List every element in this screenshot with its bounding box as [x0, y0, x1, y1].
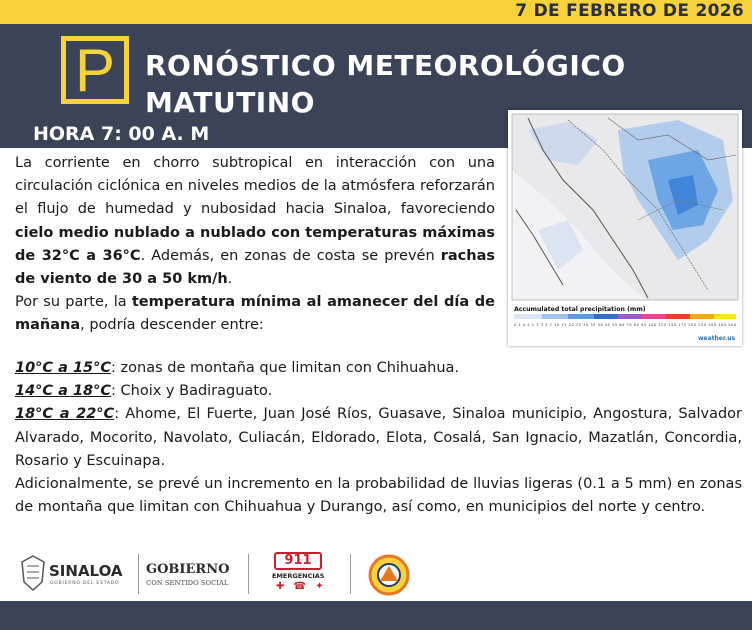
range-1-value: 10°C a 15°C — [15, 360, 112, 376]
bulletin-time: HORA 7: 00 A. M — [33, 123, 210, 145]
p1-highlight-sky: cielo medio nublado a nublado con temperaturas máximas de 32°C a 36°C — [15, 224, 495, 264]
p1-highlight-wind: rachas de viento de 30 a 50 km/h — [15, 247, 495, 288]
p1-text-c: . Además, en zonas de costa se prevén — [140, 247, 441, 264]
range-1-text: : zonas de montaña que limitan con Chihuahua. — [111, 360, 460, 376]
sinaloa-logo-subtext: GOBIERNO DEL ESTADO — [50, 581, 120, 586]
range-2-text: : Choix y Badiraguato. — [111, 383, 273, 400]
emergencias-text: EMERGENCIAS — [272, 572, 325, 580]
emergency-911-logo: 911 — [274, 552, 322, 570]
civil-protection-icon — [368, 554, 410, 596]
p2-text-c: , podría descender entre: — [80, 317, 264, 334]
scale-seg-1 — [514, 314, 542, 319]
gobierno-logo-text: GOBIERNO — [146, 562, 230, 577]
forecast-paragraph-3: Adicionalmente, se prevé un incremento en la probabilidad de lluvias ligeras (0.1 a 5 mm) en zonas de montaña que limitan con Chihuahua y Durango, así como, en municipios del norte y centro. — [15, 476, 742, 516]
sinaloa-seal-icon — [20, 554, 46, 592]
range-3-value: 18°C a 22°C — [15, 406, 115, 423]
scale-seg-3 — [568, 314, 594, 319]
range-item-1 — [15, 357, 742, 380]
scale-seg-6 — [642, 314, 666, 319]
gobierno-logo-subtext: CON SENTIDO SOCIAL — [146, 579, 229, 587]
temperature-ranges — [15, 357, 742, 519]
precipitation-map-graphic — [508, 110, 742, 346]
forecast-paragraph-1 — [15, 152, 495, 338]
range-item-3 — [15, 403, 742, 473]
scale-seg-2 — [542, 314, 568, 319]
top-yellow-bar — [0, 0, 752, 24]
scale-seg-5 — [618, 314, 642, 319]
scale-seg-4 — [594, 314, 618, 319]
scale-seg-8 — [690, 314, 714, 319]
emergency-service-icons: ✚ ☎ ✦ — [276, 581, 327, 592]
logo-divider-2 — [248, 554, 249, 594]
title-line-2: MATUTINO — [145, 86, 315, 119]
logo-divider-1 — [138, 554, 139, 594]
legend-title: Accumulated total precipitation (mm) — [514, 306, 646, 313]
logo-divider-3 — [350, 554, 351, 594]
scale-seg-9 — [714, 314, 736, 319]
title-initial-letter: P — [74, 37, 116, 104]
bulletin-date: 7 DE FEBRERO DE 2026 — [515, 1, 744, 21]
footer-logos — [0, 550, 752, 606]
p2-text-a: Por su parte, la — [15, 294, 132, 311]
title-initial-box — [61, 36, 129, 104]
legend-scale-values: 0.1 0.5 1 2 3 5 7 10 15 20 25 30 35 40 45 50 60 70 80 90 100 125 150 175 200 250 300 400 500 — [514, 323, 736, 327]
p1-text-e: . — [227, 271, 233, 288]
map-brand: weather.us — [698, 335, 736, 342]
p2-highlight-min-temp: temperatura mínima al amanecer del día de mañana — [15, 294, 495, 334]
sinaloa-logo-text: SINALOA — [49, 562, 123, 580]
bottom-bar — [0, 601, 752, 630]
precipitation-map — [508, 110, 742, 346]
range-3-text: : Ahome, El Fuerte, Juan José Ríos, Guasave, Sinaloa municipio, Angostura, Salvador Alvarado, Mocorito, Navolato, Culiacán, Eldorado, Elota, Cosalá, San Ignacio, Mazatlán, Concordia, Rosario y Escuinapa. — [15, 406, 742, 469]
range-2-value: 14°C a 18°C — [15, 383, 112, 400]
title-line-1: RONÓSTICO METEOROLÓGICO — [145, 49, 626, 82]
scale-seg-7 — [666, 314, 690, 319]
p1-text-a: La corriente en chorro subtropical en interacción con una circulación ciclónica en niveles medios de la atmósfera reforzarán el flujo de humedad y nubosidad hacia Sinaloa, favoreciendo — [15, 155, 495, 218]
range-item-2 — [15, 380, 742, 403]
